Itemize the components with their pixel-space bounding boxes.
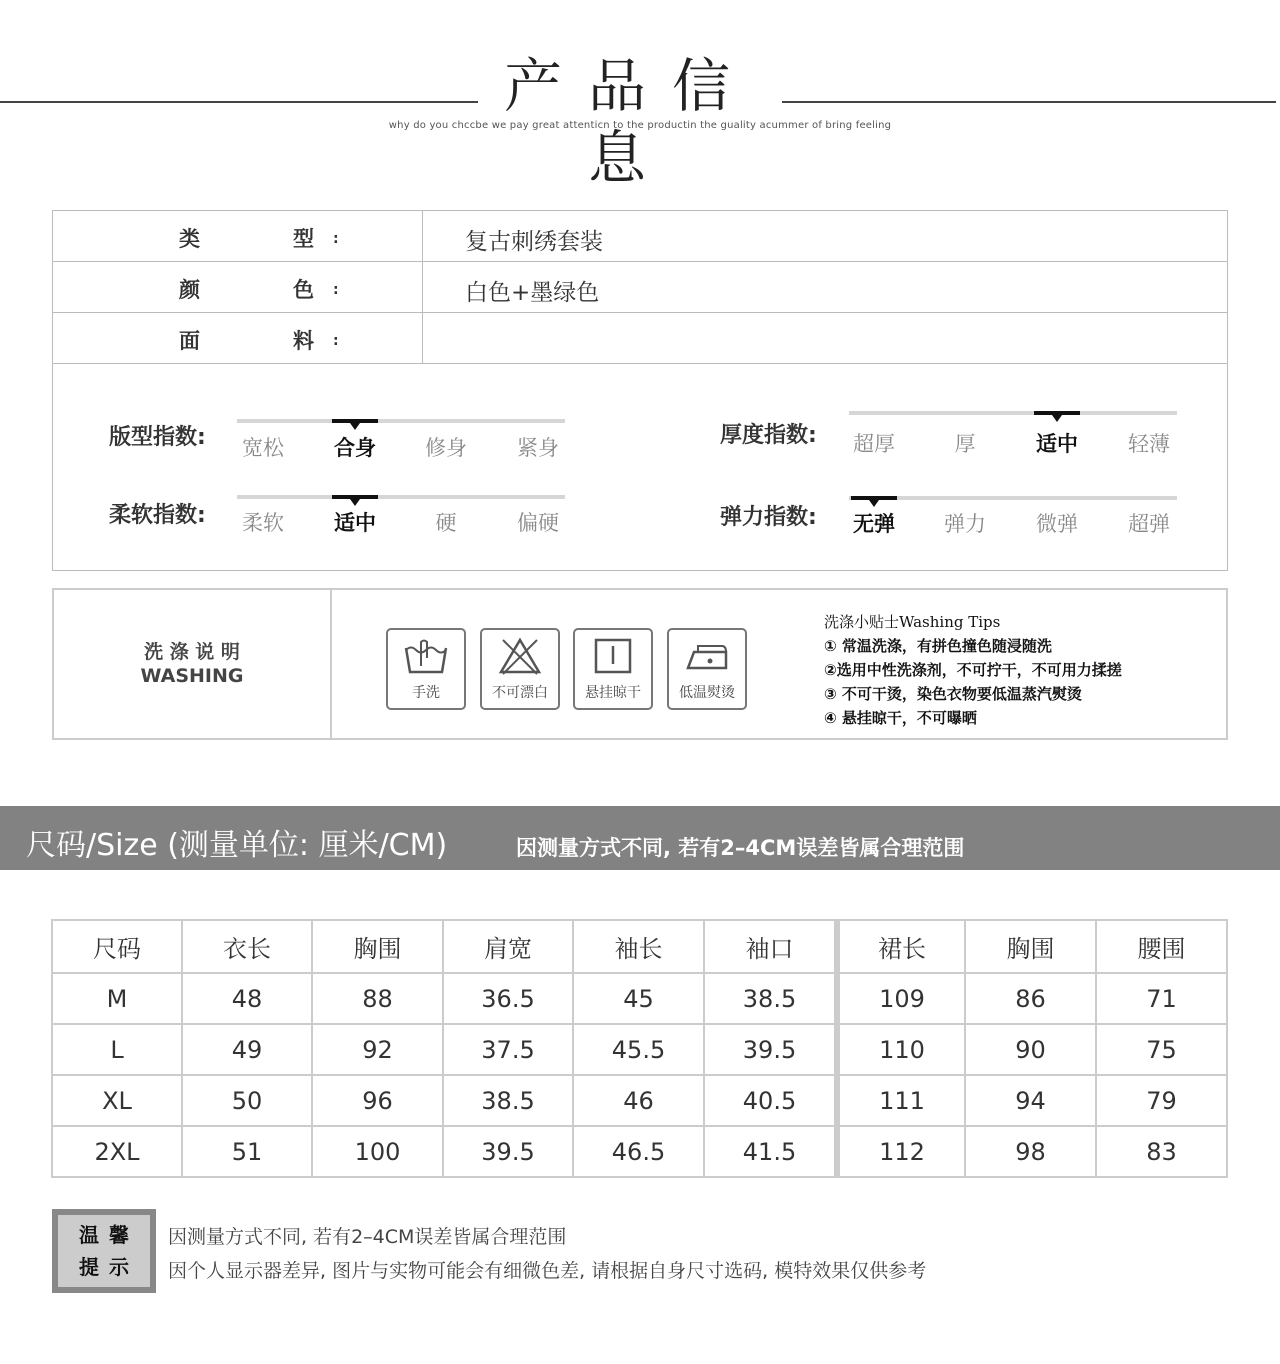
size-header-cell: 袖口 [704, 920, 837, 973]
fit-option: 宽松 [242, 436, 284, 460]
table-row [52, 1024, 1227, 1075]
size-cell: 92 [312, 1024, 443, 1075]
warm-tips-note: 因个人显示器差异, 图片与实物可能会有细微色差, 请根据自身尺寸选码, 模特效果仅供参考 [168, 1260, 927, 1282]
size-cell: 109 [837, 973, 965, 1024]
warm-tips-label: 提示 [79, 1255, 139, 1279]
softness-index-marker [332, 495, 378, 499]
warm-tips-label: 温馨 [79, 1223, 139, 1247]
size-banner [0, 806, 1280, 870]
low-iron-care-box [667, 628, 747, 710]
no-bleach-care-box [480, 628, 560, 710]
size-cell: 38.5 [704, 973, 837, 1024]
header-line-right [782, 101, 1276, 103]
size-cell: 94 [965, 1075, 1096, 1126]
fit-index-label: 版型指数: [109, 425, 206, 450]
size-cell: 98 [965, 1126, 1096, 1177]
info-label: 型 [293, 227, 314, 251]
fit-option: 紧身 [517, 436, 559, 460]
info-row-color [53, 262, 1227, 313]
thickness-index-label: 厚度指数: [720, 423, 817, 448]
table-row [52, 973, 1227, 1024]
fit-option: 合身 [334, 436, 376, 460]
washing-title-cn: 洗 涤 说 明 [144, 641, 240, 663]
care-label: 悬挂晾干 [585, 685, 641, 701]
size-header-cell: 衣长 [182, 920, 312, 973]
size-cell: 45 [573, 973, 704, 1024]
size-cell: 41.5 [704, 1126, 837, 1177]
softness-option: 硬 [435, 511, 457, 535]
washing-tip: ① 常温洗涤，有拼色撞色随浸随洗 [824, 637, 1052, 655]
table-row [52, 1075, 1227, 1126]
fit-option: 修身 [425, 436, 467, 460]
elasticity-option: 超弹 [1128, 512, 1170, 536]
fit-index-marker [332, 419, 378, 423]
info-row-fabric [53, 313, 1227, 364]
info-row-type [53, 211, 1227, 262]
info-colon: : [333, 333, 339, 349]
size-header-cell: 胸围 [965, 920, 1096, 973]
page-title: 产品信息 [503, 52, 756, 192]
info-label: 颜 [179, 278, 200, 302]
size-cell: 86 [965, 973, 1096, 1024]
size-cell: M [52, 973, 182, 1024]
size-table [51, 919, 1228, 1178]
size-header-cell: 裙长 [837, 920, 965, 973]
product-info-table [52, 210, 1228, 364]
no-bleach-icon [497, 636, 543, 676]
washing-tips-title: 洗涤小贴士Washing Tips [824, 613, 1001, 631]
header-line-left [0, 101, 478, 103]
elasticity-index-label: 弹力指数: [720, 505, 817, 530]
size-banner-title: 尺码/Size (测量单位: 厘米/CM) [26, 828, 448, 863]
size-cell: 71 [1096, 973, 1227, 1024]
washing-tip: ④ 悬挂晾干，不可曝晒 [824, 709, 977, 727]
info-colon: : [333, 282, 339, 298]
softness-option: 偏硬 [517, 511, 559, 535]
softness-index-label: 柔软指数: [109, 503, 206, 528]
size-header-cell: 胸围 [312, 920, 443, 973]
fit-index-scale [237, 419, 565, 423]
size-cell: 88 [312, 973, 443, 1024]
size-cell: 111 [837, 1075, 965, 1126]
size-cell: 49 [182, 1024, 312, 1075]
washing-panel [52, 588, 1228, 740]
index-panel [52, 364, 1228, 571]
elasticity-index-marker [851, 496, 897, 500]
size-cell: 112 [837, 1126, 965, 1177]
size-cell: 38.5 [443, 1075, 573, 1126]
size-cell: 40.5 [704, 1075, 837, 1126]
table-row [52, 1126, 1227, 1177]
size-table-header-row [52, 920, 1227, 973]
size-cell: 45.5 [573, 1024, 704, 1075]
info-label: 类 [179, 227, 200, 251]
info-colon: : [333, 231, 339, 247]
washing-tips [824, 610, 1122, 730]
care-label: 低温熨烫 [679, 685, 735, 701]
care-label: 手洗 [412, 685, 440, 701]
washing-tip: ③ 不可干烫，染色衣物要低温蒸汽熨烫 [824, 685, 1082, 703]
softness-option: 适中 [334, 511, 376, 535]
thickness-option: 超厚 [853, 432, 895, 456]
size-header-cell: 腰围 [1096, 920, 1227, 973]
hand-wash-icon [403, 636, 449, 676]
size-cell: 48 [182, 973, 312, 1024]
size-cell: 100 [312, 1126, 443, 1177]
info-label: 色 [293, 278, 314, 302]
hang-dry-icon [590, 636, 636, 676]
warm-tips-note: 因测量方式不同, 若有2–4CM误差皆属合理范围 [168, 1226, 567, 1248]
info-label: 面 [179, 329, 200, 353]
size-cell: 75 [1096, 1024, 1227, 1075]
thickness-index-scale [849, 411, 1177, 415]
size-header-cell: 尺码 [52, 920, 182, 973]
warm-tips-badge [52, 1209, 156, 1293]
info-value-color: 白色+墨绿色 [465, 280, 600, 306]
info-value-type: 复古刺绣套装 [465, 229, 603, 255]
low-iron-icon [684, 636, 730, 676]
page-subtitle: why do you chccbe we pay great attenticn to the productin the guality acummer of bring feeling [388, 120, 892, 131]
size-cell: 46.5 [573, 1126, 704, 1177]
thickness-option: 厚 [954, 432, 976, 456]
washing-tip: ②选用中性洗涤剂，不可拧干，不可用力揉搓 [824, 661, 1122, 679]
size-cell: 110 [837, 1024, 965, 1075]
size-cell: 37.5 [443, 1024, 573, 1075]
thickness-option: 轻薄 [1128, 432, 1170, 456]
elasticity-index-scale [849, 496, 1177, 500]
size-cell: 50 [182, 1075, 312, 1126]
info-label: 料 [293, 329, 314, 353]
size-cell: XL [52, 1075, 182, 1126]
softness-option: 柔软 [242, 511, 284, 535]
elasticity-option: 无弹 [853, 512, 895, 536]
size-cell: 96 [312, 1075, 443, 1126]
size-cell: 36.5 [443, 973, 573, 1024]
size-cell: 83 [1096, 1126, 1227, 1177]
size-cell: 46 [573, 1075, 704, 1126]
elasticity-option: 弹力 [944, 512, 986, 536]
size-cell: 79 [1096, 1075, 1227, 1126]
washing-divider [330, 590, 332, 738]
size-cell: 90 [965, 1024, 1096, 1075]
care-label: 不可漂白 [492, 685, 548, 701]
washing-title [54, 640, 330, 688]
size-header-cell: 肩宽 [443, 920, 573, 973]
size-cell: 2XL [52, 1126, 182, 1177]
thickness-option: 适中 [1036, 432, 1078, 456]
size-cell: 39.5 [704, 1024, 837, 1075]
hand-wash-care-box [386, 628, 466, 710]
hang-dry-care-box [573, 628, 653, 710]
softness-index-scale [237, 495, 565, 499]
size-cell: 39.5 [443, 1126, 573, 1177]
washing-title-en: WASHING [140, 665, 244, 687]
size-header-cell: 袖长 [573, 920, 704, 973]
size-cell: 51 [182, 1126, 312, 1177]
thickness-index-marker [1034, 411, 1080, 415]
elasticity-option: 微弹 [1036, 512, 1078, 536]
size-cell: L [52, 1024, 182, 1075]
size-banner-note: 因测量方式不同, 若有2–4CM误差皆属合理范围 [516, 836, 965, 860]
